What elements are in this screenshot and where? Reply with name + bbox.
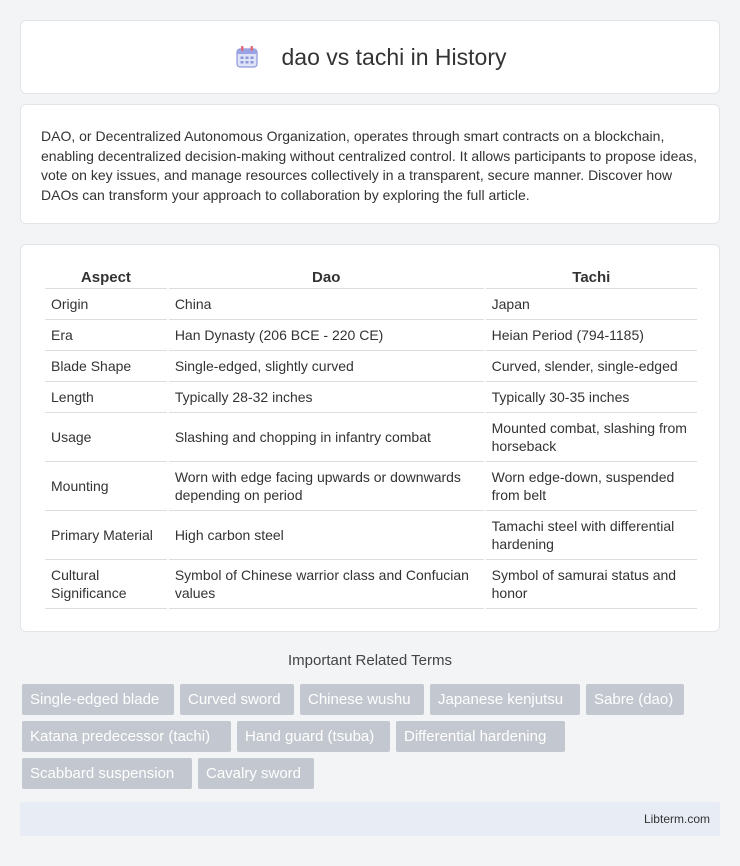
comparison-table bbox=[43, 263, 699, 609]
cell-aspect: Blade Shape bbox=[45, 351, 167, 382]
cell-tachi: Heian Period (794-1185) bbox=[486, 320, 697, 351]
cell-tachi: Worn edge-down, suspended from belt bbox=[486, 462, 697, 511]
cell-tachi: Japan bbox=[486, 289, 697, 320]
table-row bbox=[45, 462, 697, 511]
tag-japanese-kenjutsu[interactable]: Japanese kenjutsu bbox=[430, 684, 580, 715]
calendar-icon bbox=[234, 44, 260, 70]
tag-hand-guard[interactable]: Hand guard (tsuba) bbox=[237, 721, 390, 752]
table-row bbox=[45, 560, 697, 609]
tag-differential-hardening[interactable]: Differential hardening bbox=[396, 721, 565, 752]
tag-scabbard-suspension[interactable]: Scabbard suspension bbox=[22, 758, 192, 789]
cell-dao: Han Dynasty (206 BCE - 220 CE) bbox=[169, 320, 484, 351]
page-title: dao vs tachi in History bbox=[281, 43, 507, 70]
tag-sabre-dao[interactable]: Sabre (dao) bbox=[586, 684, 684, 715]
table-row bbox=[45, 351, 697, 382]
cell-dao: High carbon steel bbox=[169, 511, 484, 560]
footer-site-link[interactable]: Libterm.com bbox=[643, 812, 710, 826]
cell-dao: Single-edged, slightly curved bbox=[169, 351, 484, 382]
cell-tachi: Tamachi steel with differential hardening bbox=[486, 511, 697, 560]
tag-single-edged-blade[interactable]: Single-edged blade bbox=[22, 684, 174, 715]
cell-aspect: Origin bbox=[45, 289, 167, 320]
cell-aspect: Length bbox=[45, 382, 167, 413]
header-tachi: Tachi bbox=[486, 263, 697, 289]
cell-dao: Worn with edge facing upwards or downwards depending on period bbox=[169, 462, 484, 511]
related-terms-title: Important Related Terms bbox=[288, 652, 452, 669]
table-row bbox=[45, 382, 697, 413]
cell-dao: Slashing and chopping in infantry combat bbox=[169, 413, 484, 462]
header-dao: Dao bbox=[169, 263, 484, 289]
tag-curved-sword[interactable]: Curved sword bbox=[180, 684, 294, 715]
tag-katana-predecessor[interactable]: Katana predecessor (tachi) bbox=[22, 721, 231, 752]
cell-tachi: Mounted combat, slashing from horseback bbox=[486, 413, 697, 462]
cell-tachi: Symbol of samurai status and honor bbox=[486, 560, 697, 609]
intro-text: DAO, or Decentralized Autonomous Organization, operates through smart contracts on a blockchain, enabling decentralized decision-making without centralized control. It allows participants to propose ideas, vote on key issues, and manage resources collectively in a transparent, secure manner. Discover how DAOs can transform your approach to collaboration by exploring the full article. bbox=[41, 128, 698, 203]
cell-tachi: Typically 30-35 inches bbox=[486, 382, 697, 413]
comparison-card bbox=[20, 244, 720, 632]
cell-tachi: Curved, slender, single-edged bbox=[486, 351, 697, 382]
cell-aspect: Cultural Significance bbox=[45, 560, 167, 609]
cell-dao: Symbol of Chinese warrior class and Confucian values bbox=[169, 560, 484, 609]
table-row bbox=[45, 320, 697, 351]
table-row bbox=[45, 289, 697, 320]
intro-card bbox=[20, 104, 720, 224]
title-card bbox=[20, 20, 720, 94]
table-row bbox=[45, 413, 697, 462]
footer bbox=[20, 802, 720, 836]
cell-aspect: Mounting bbox=[45, 462, 167, 511]
cell-aspect: Era bbox=[45, 320, 167, 351]
tag-chinese-wushu[interactable]: Chinese wushu bbox=[300, 684, 424, 715]
cell-dao: Typically 28-32 inches bbox=[169, 382, 484, 413]
header-aspect: Aspect bbox=[45, 263, 167, 289]
cell-aspect: Primary Material bbox=[45, 511, 167, 560]
cell-dao: China bbox=[169, 289, 484, 320]
tag-cavalry-sword[interactable]: Cavalry sword bbox=[198, 758, 314, 789]
table-row bbox=[45, 511, 697, 560]
cell-aspect: Usage bbox=[45, 413, 167, 462]
